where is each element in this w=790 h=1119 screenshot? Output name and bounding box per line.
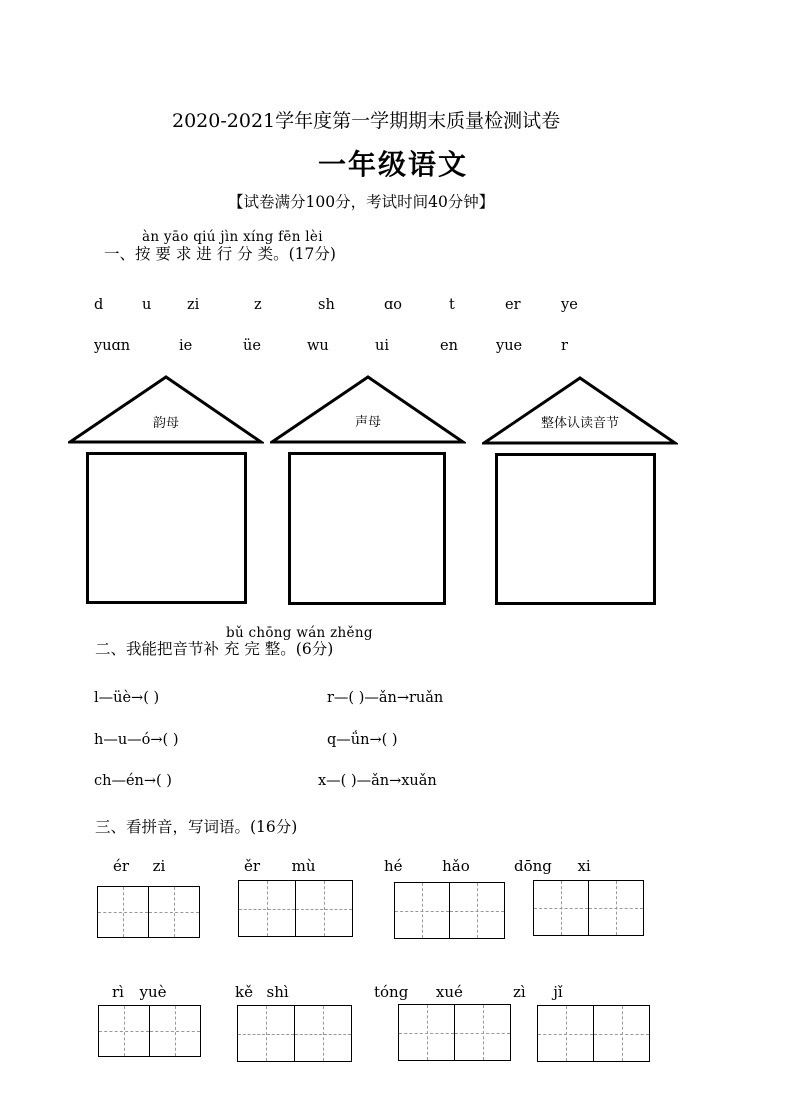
syllable: rì [112,983,124,1001]
word-pinyin-erzi [113,857,165,875]
writing-grid-cell[interactable] [593,1005,650,1062]
writing-grid-cell[interactable] [98,1005,150,1057]
pinyin-item: t [449,297,455,313]
word-pinyin-riyue [112,983,167,1001]
word-pinyin-hehao [384,857,470,875]
pinyin-item: yuɑn [94,338,131,354]
pinyin-item: zi [187,297,200,313]
pinyin-item: üe [243,338,261,354]
house-roof-yunmu [68,374,264,446]
fill-item[interactable]: q—ǘn→( ) [327,732,398,748]
pinyin-item: ɑo [384,297,403,313]
house-label-zhengti: 整体认读音节 [540,416,619,431]
fill-item[interactable]: h—u—ó→( ) [94,732,179,748]
syllable: xué [435,983,463,1001]
syllable: dōng [514,857,552,875]
syllable: zì [513,983,526,1001]
syllable: kě [235,983,253,1001]
exam-title: 2020-2021学年度第一学期期末质量检测试卷 [172,110,561,132]
pinyin-item: ui [375,338,389,354]
word-pinyin-tongxue [374,983,463,1001]
syllable: hǎo [442,857,470,875]
house-box-zhengti[interactable] [495,453,656,605]
writing-grid-cell[interactable] [449,882,505,939]
writing-grid-cell[interactable] [238,880,296,937]
syllable: hé [384,857,403,875]
fill-item[interactable]: r—( )—ǎn→ruǎn [327,690,444,706]
word-pinyin-dongxi [514,857,591,875]
syllable: ěr [244,857,261,875]
writing-grid-cell[interactable] [237,1005,295,1062]
subject-title: 一年级语文 [318,148,469,181]
pinyin-item: er [505,297,521,313]
section3-title: 三、看拼音，写词语。(16分) [95,818,298,836]
fill-item[interactable]: x—( )—ǎn→xuǎn [318,773,437,789]
writing-grid-cell[interactable] [97,886,149,938]
section1-pinyin: àn yāo qiú jìn xíng fēn lèi [142,229,323,245]
word-pinyin-ermu [244,857,316,875]
pinyin-item: ye [561,297,578,313]
syllable: jǐ [553,983,563,1001]
pinyin-item: u [142,297,152,313]
pinyin-item: wu [307,338,329,354]
house-box-yunmu[interactable] [86,452,247,604]
pinyin-item: sh [318,297,335,313]
section1-title: 一、按 要 求 进 行 分 类。(17分) [104,245,336,263]
syllable: shì [266,983,289,1001]
writing-grid-cell[interactable] [149,1005,201,1057]
house-box-shengmu[interactable] [288,452,446,605]
syllable: xi [577,857,591,875]
house-label-yunmu: 韵母 [152,416,179,431]
writing-grid-cell[interactable] [294,1005,352,1062]
writing-grid-cell[interactable] [588,880,644,936]
house-roof-zhengti [482,375,678,447]
section2-title: 二、我能把音节补 充 完 整。(6分) [95,640,334,658]
pinyin-item: d [94,297,104,313]
fill-item[interactable]: ch—én→( ) [94,773,172,789]
syllable: mù [291,857,316,875]
pinyin-item: r [561,338,568,354]
writing-grid-cell[interactable] [148,886,200,938]
exam-info: 【试卷满分100分，考试时间40分钟】 [228,193,495,211]
house-roof-shengmu [270,374,466,446]
writing-grid-cell[interactable] [533,880,589,936]
pinyin-item: yue [496,338,523,354]
syllable: zi [152,857,166,875]
writing-grid-cell[interactable] [295,880,353,937]
syllable: tóng [374,983,409,1001]
writing-grid-cell[interactable] [537,1005,594,1062]
word-pinyin-ziji [513,983,563,1001]
writing-grid-cell[interactable] [454,1004,511,1061]
word-pinyin-keshi [235,983,289,1001]
syllable: yuè [139,983,167,1001]
pinyin-item: z [254,297,262,313]
section2-pinyin: bǔ chōng wán zhěng [226,625,373,641]
pinyin-item: en [440,338,458,354]
syllable: ér [113,857,130,875]
writing-grid-cell[interactable] [398,1004,455,1061]
house-label-shengmu: 声母 [354,415,381,430]
pinyin-item: ie [179,338,193,354]
fill-item[interactable]: l—üè→( ) [94,690,160,706]
writing-grid-cell[interactable] [394,882,450,939]
